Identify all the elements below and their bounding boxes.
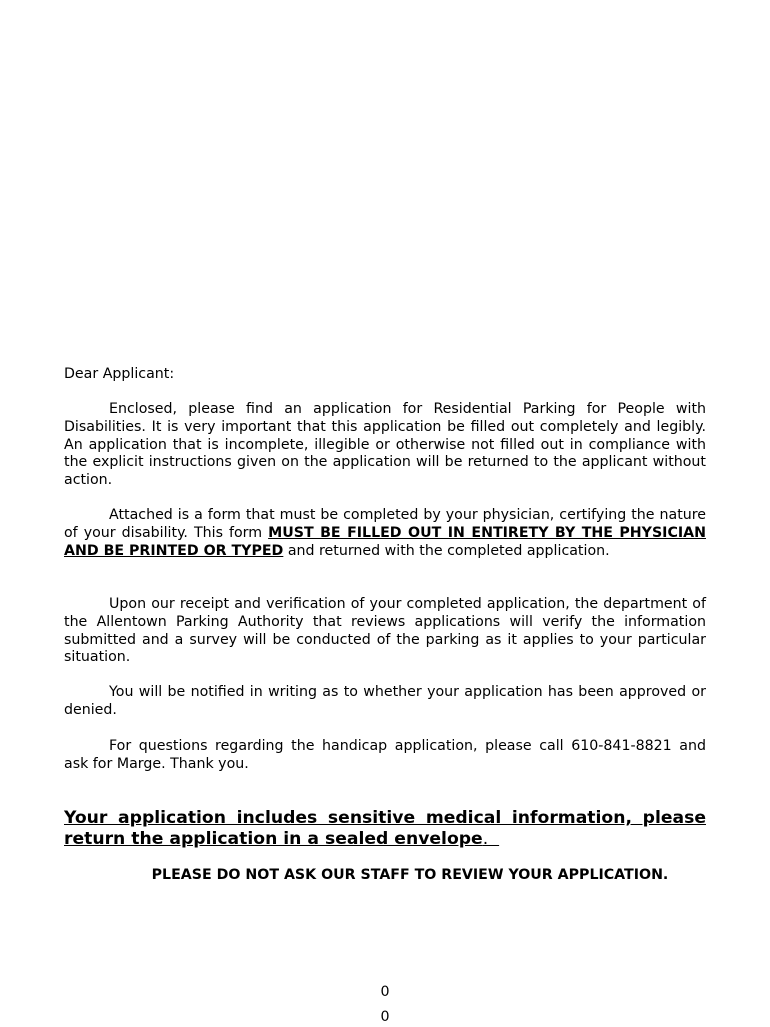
footer-number-1: 0 [380, 984, 390, 1000]
sensitive-info-notice-trail: . [482, 829, 500, 849]
paragraph-notification: You will be notified in writing as to whether your application has been approved or denied. [64, 684, 706, 718]
paragraph-enclosed-application: Enclosed, please find an application for Residential Parking for People with Disabilities. It is very important that this application be filled out completely and legibly. An application that is incomplete, illegible or otherwise not filled out in compliance with the explicit instructions given on the application will be returned to the applicant without action. [64, 401, 706, 489]
staff-review-warning: PLEASE DO NOT ASK OUR STAFF TO REVIEW YOUR APPLICATION. [151, 867, 669, 883]
salutation: Dear Applicant: [64, 366, 175, 382]
physician-form-emphasis: MUST BE FILLED OUT IN ENTIRETY BY THE PHYSICIAN AND BE PRINTED OR TYPED [64, 524, 706, 559]
physician-form-text-before: Attached is a form that must be completed by your physician, certifying the nature of your disability. This form [64, 507, 706, 541]
paragraph-physician-form [64, 507, 706, 560]
paragraph-verification: Upon our receipt and verification of your completed application, the department of the Allentown Parking Authority that reviews applications will verify the information submitted and a survey will be conducted of the parking as it applies to your particular situation. [64, 596, 706, 666]
paragraph-contact: For questions regarding the handicap application, please call 610-841-8821 and ask for Marge. Thank you. [64, 738, 706, 772]
sensitive-info-notice-text: Your application includes sensitive medical information, please return the application in a sealed envelope [64, 808, 706, 849]
physician-form-text-after: and returned with the completed application. [283, 542, 610, 559]
footer-number-2: 0 [380, 1009, 390, 1025]
sensitive-info-notice [64, 808, 706, 850]
